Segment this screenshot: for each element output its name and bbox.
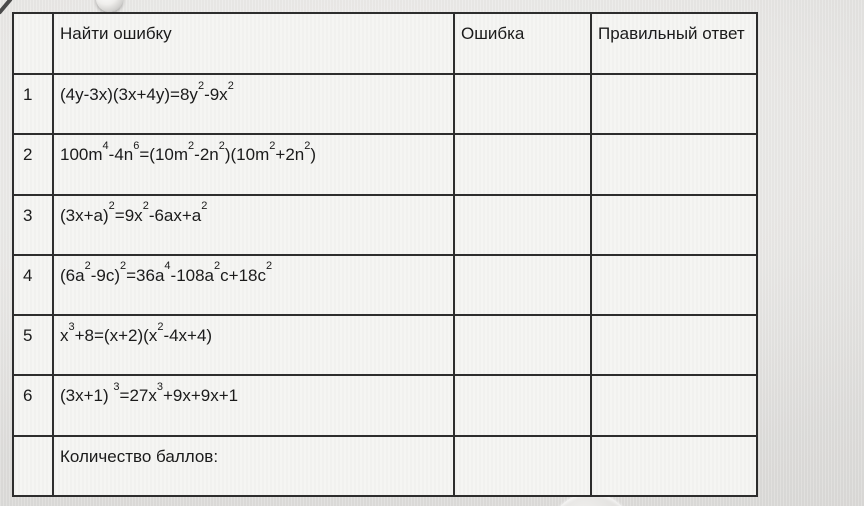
row-number-cell: 6 (13, 375, 53, 435)
formula-cell: $(3x+a)^2=9x^2-6ax+a^2$ (53, 195, 454, 255)
header-cell-answer: Правильный ответ (591, 13, 757, 74)
correct-answer-cell (591, 315, 757, 375)
header-cell-error: Ошибка (454, 13, 591, 74)
footer-answer-cell (591, 436, 757, 496)
error-cell (454, 315, 591, 375)
formula-cell: $100m^4-4n^6=(10m^2-2n^2)(10m^2+2n^2)$ (53, 134, 454, 194)
find-the-error-table (12, 12, 758, 497)
table-row (13, 195, 757, 255)
error-cell (454, 255, 591, 315)
correct-answer-cell (591, 195, 757, 255)
footer-score-label-cell: Количество баллов: (53, 436, 454, 496)
formula-cell: $(4y-3x)(3x+4y)=8y^2-9x^2$ (53, 74, 454, 134)
row-number-cell: 4 (13, 255, 53, 315)
table-row (13, 375, 757, 435)
table-row (13, 255, 757, 315)
header-cell-number (13, 13, 53, 74)
correct-answer-cell (591, 134, 757, 194)
formula-cell: $x^3+8=(x+2)(x^2-4x+4)$ (53, 315, 454, 375)
error-cell (454, 195, 591, 255)
row-number-cell: 5 (13, 315, 53, 375)
correct-answer-cell (591, 255, 757, 315)
footer-row (13, 436, 757, 496)
error-cell (454, 74, 591, 134)
formula-cell: $(6a^2-9c)^2=36a^4-108a^2c+18c^2$ (53, 255, 454, 315)
footer-error-cell (454, 436, 591, 496)
sphere-ornament-top-icon (96, 0, 123, 12)
row-number-cell: 2 (13, 134, 53, 194)
formula-cell: (3x+1) $^3=27x^3+9x+9x+1$ (53, 375, 454, 435)
error-cell (454, 375, 591, 435)
correct-answer-cell (591, 375, 757, 435)
table-row (13, 74, 757, 134)
correct-answer-cell (591, 74, 757, 134)
row-number-cell: 3 (13, 195, 53, 255)
footer-number-cell (13, 436, 53, 496)
header-row (13, 13, 757, 74)
table-row (13, 134, 757, 194)
error-cell (454, 134, 591, 194)
row-number-cell: 1 (13, 74, 53, 134)
table-row (13, 315, 757, 375)
header-cell-task: Найти ошибку (53, 13, 454, 74)
